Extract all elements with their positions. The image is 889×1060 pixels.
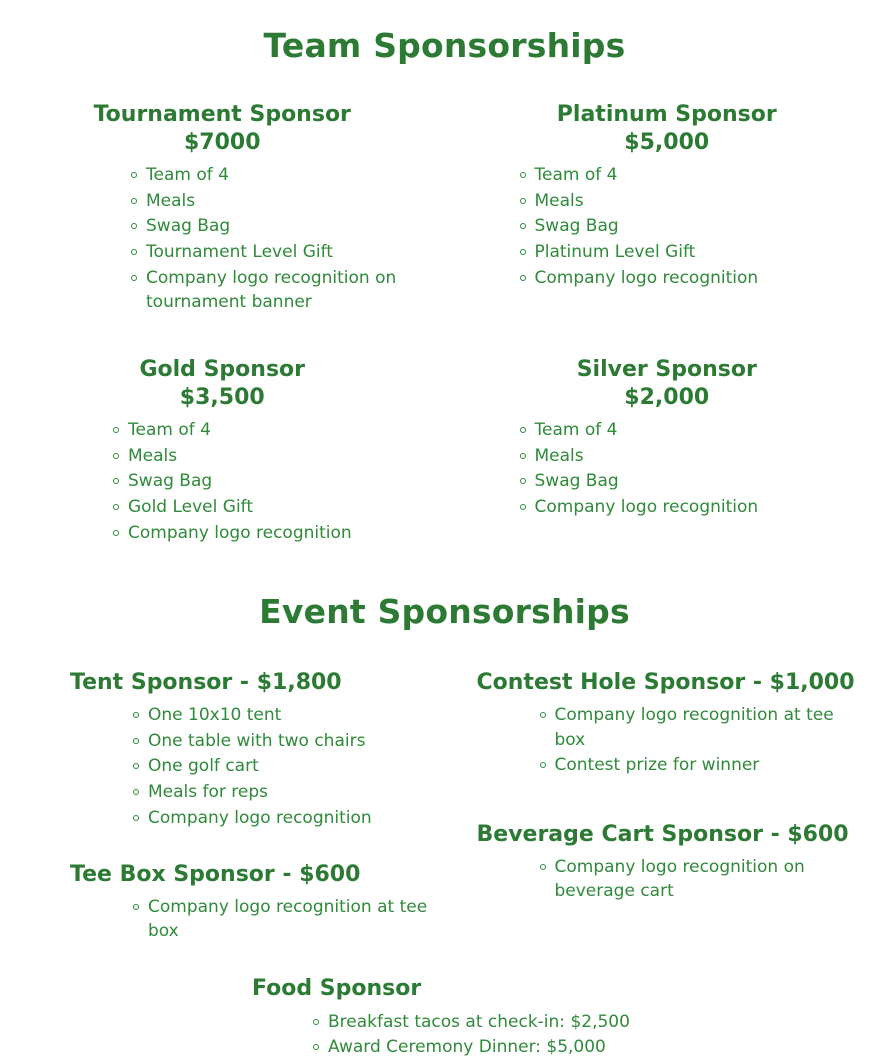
list-item: Team of 4 bbox=[128, 163, 445, 188]
tier-benefits-list bbox=[128, 163, 445, 315]
list-item: Team of 4 bbox=[517, 163, 889, 188]
event-contest-hole-sponsor bbox=[477, 669, 870, 778]
list-item: Gold Level Gift bbox=[110, 495, 445, 520]
list-item: Company logo recognition at tee box bbox=[130, 895, 435, 944]
event-benefits-list bbox=[310, 1010, 889, 1060]
event-beverage-cart-sponsor bbox=[477, 821, 870, 904]
event-column-left bbox=[0, 653, 445, 945]
list-item: Contest prize for winner bbox=[537, 753, 870, 778]
tier-block bbox=[0, 356, 445, 545]
list-item: Platinum Level Gift bbox=[517, 240, 889, 265]
event-heading: Tee Box Sponsor - $600 bbox=[70, 861, 435, 890]
list-item: Company logo recognition at tee box bbox=[537, 703, 870, 752]
team-tier-tournament bbox=[0, 87, 445, 316]
list-item: Award Ceremony Dinner: $5,000 bbox=[310, 1035, 889, 1060]
list-item: Meals bbox=[517, 444, 889, 469]
event-benefits-list bbox=[130, 703, 435, 830]
event-columns bbox=[0, 653, 889, 945]
tier-price: $5,000 bbox=[445, 129, 889, 158]
list-item: Meals bbox=[517, 189, 889, 214]
list-item: One golf cart bbox=[130, 754, 435, 779]
tier-benefits-list bbox=[517, 163, 889, 290]
list-item: Company logo recognition bbox=[517, 495, 889, 520]
list-item: Company logo recognition on tournament banner bbox=[128, 266, 445, 315]
team-tier-platinum bbox=[445, 87, 889, 316]
list-item: Swag Bag bbox=[517, 214, 889, 239]
event-benefits-list bbox=[130, 895, 435, 944]
list-item: Tournament Level Gift bbox=[128, 240, 445, 265]
block-spacer bbox=[477, 779, 870, 805]
event-food-sponsor bbox=[0, 975, 889, 1060]
tier-block bbox=[445, 101, 889, 290]
team-sponsorships-title: Team Sponsorships bbox=[0, 26, 889, 65]
list-item: Company logo recognition on beverage cart bbox=[537, 855, 870, 904]
event-sponsorships-title: Event Sponsorships bbox=[0, 592, 889, 631]
block-spacer bbox=[70, 831, 435, 845]
list-item: Meals bbox=[110, 444, 445, 469]
sponsorship-flyer bbox=[0, 26, 889, 1050]
list-item: Swag Bag bbox=[517, 469, 889, 494]
event-benefits-list bbox=[537, 855, 870, 904]
list-item: Company logo recognition bbox=[110, 521, 445, 546]
list-item: Company logo recognition bbox=[517, 266, 889, 291]
list-item: Meals bbox=[128, 189, 445, 214]
list-item: One table with two chairs bbox=[130, 729, 435, 754]
tier-benefits-list bbox=[517, 418, 889, 520]
tier-price: $2,000 bbox=[445, 384, 889, 413]
event-heading: Beverage Cart Sponsor - $600 bbox=[477, 821, 870, 850]
team-tier-gold bbox=[0, 342, 445, 546]
row-spacer bbox=[0, 316, 889, 342]
tier-name: Tournament Sponsor bbox=[0, 101, 445, 129]
list-item: Swag Bag bbox=[128, 214, 445, 239]
tier-benefits-list bbox=[110, 418, 445, 545]
tier-price: $7000 bbox=[0, 129, 445, 158]
tier-block bbox=[0, 101, 445, 315]
list-item: Team of 4 bbox=[517, 418, 889, 443]
tier-name: Gold Sponsor bbox=[0, 356, 445, 384]
list-item: Company logo recognition bbox=[130, 806, 435, 831]
list-item: Meals for reps bbox=[130, 780, 435, 805]
event-tee-box-sponsor bbox=[70, 861, 435, 944]
event-heading: Contest Hole Sponsor - $1,000 bbox=[477, 669, 870, 698]
tier-block bbox=[445, 356, 889, 520]
event-benefits-list bbox=[537, 703, 870, 778]
team-tier-silver bbox=[445, 342, 889, 546]
list-item: Team of 4 bbox=[110, 418, 445, 443]
event-tent-sponsor bbox=[70, 669, 435, 830]
event-heading: Tent Sponsor - $1,800 bbox=[70, 669, 435, 698]
event-column-right bbox=[445, 653, 889, 945]
list-item: Swag Bag bbox=[110, 469, 445, 494]
list-item: Breakfast tacos at check-in: $2,500 bbox=[310, 1010, 889, 1035]
team-tier-row-1 bbox=[0, 87, 889, 316]
event-heading: Food Sponsor bbox=[252, 975, 889, 1004]
tier-price: $3,500 bbox=[0, 384, 445, 413]
tier-name: Silver Sponsor bbox=[445, 356, 889, 384]
list-item: One 10x10 tent bbox=[130, 703, 435, 728]
tier-name: Platinum Sponsor bbox=[445, 101, 889, 129]
team-tier-row-2 bbox=[0, 342, 889, 546]
